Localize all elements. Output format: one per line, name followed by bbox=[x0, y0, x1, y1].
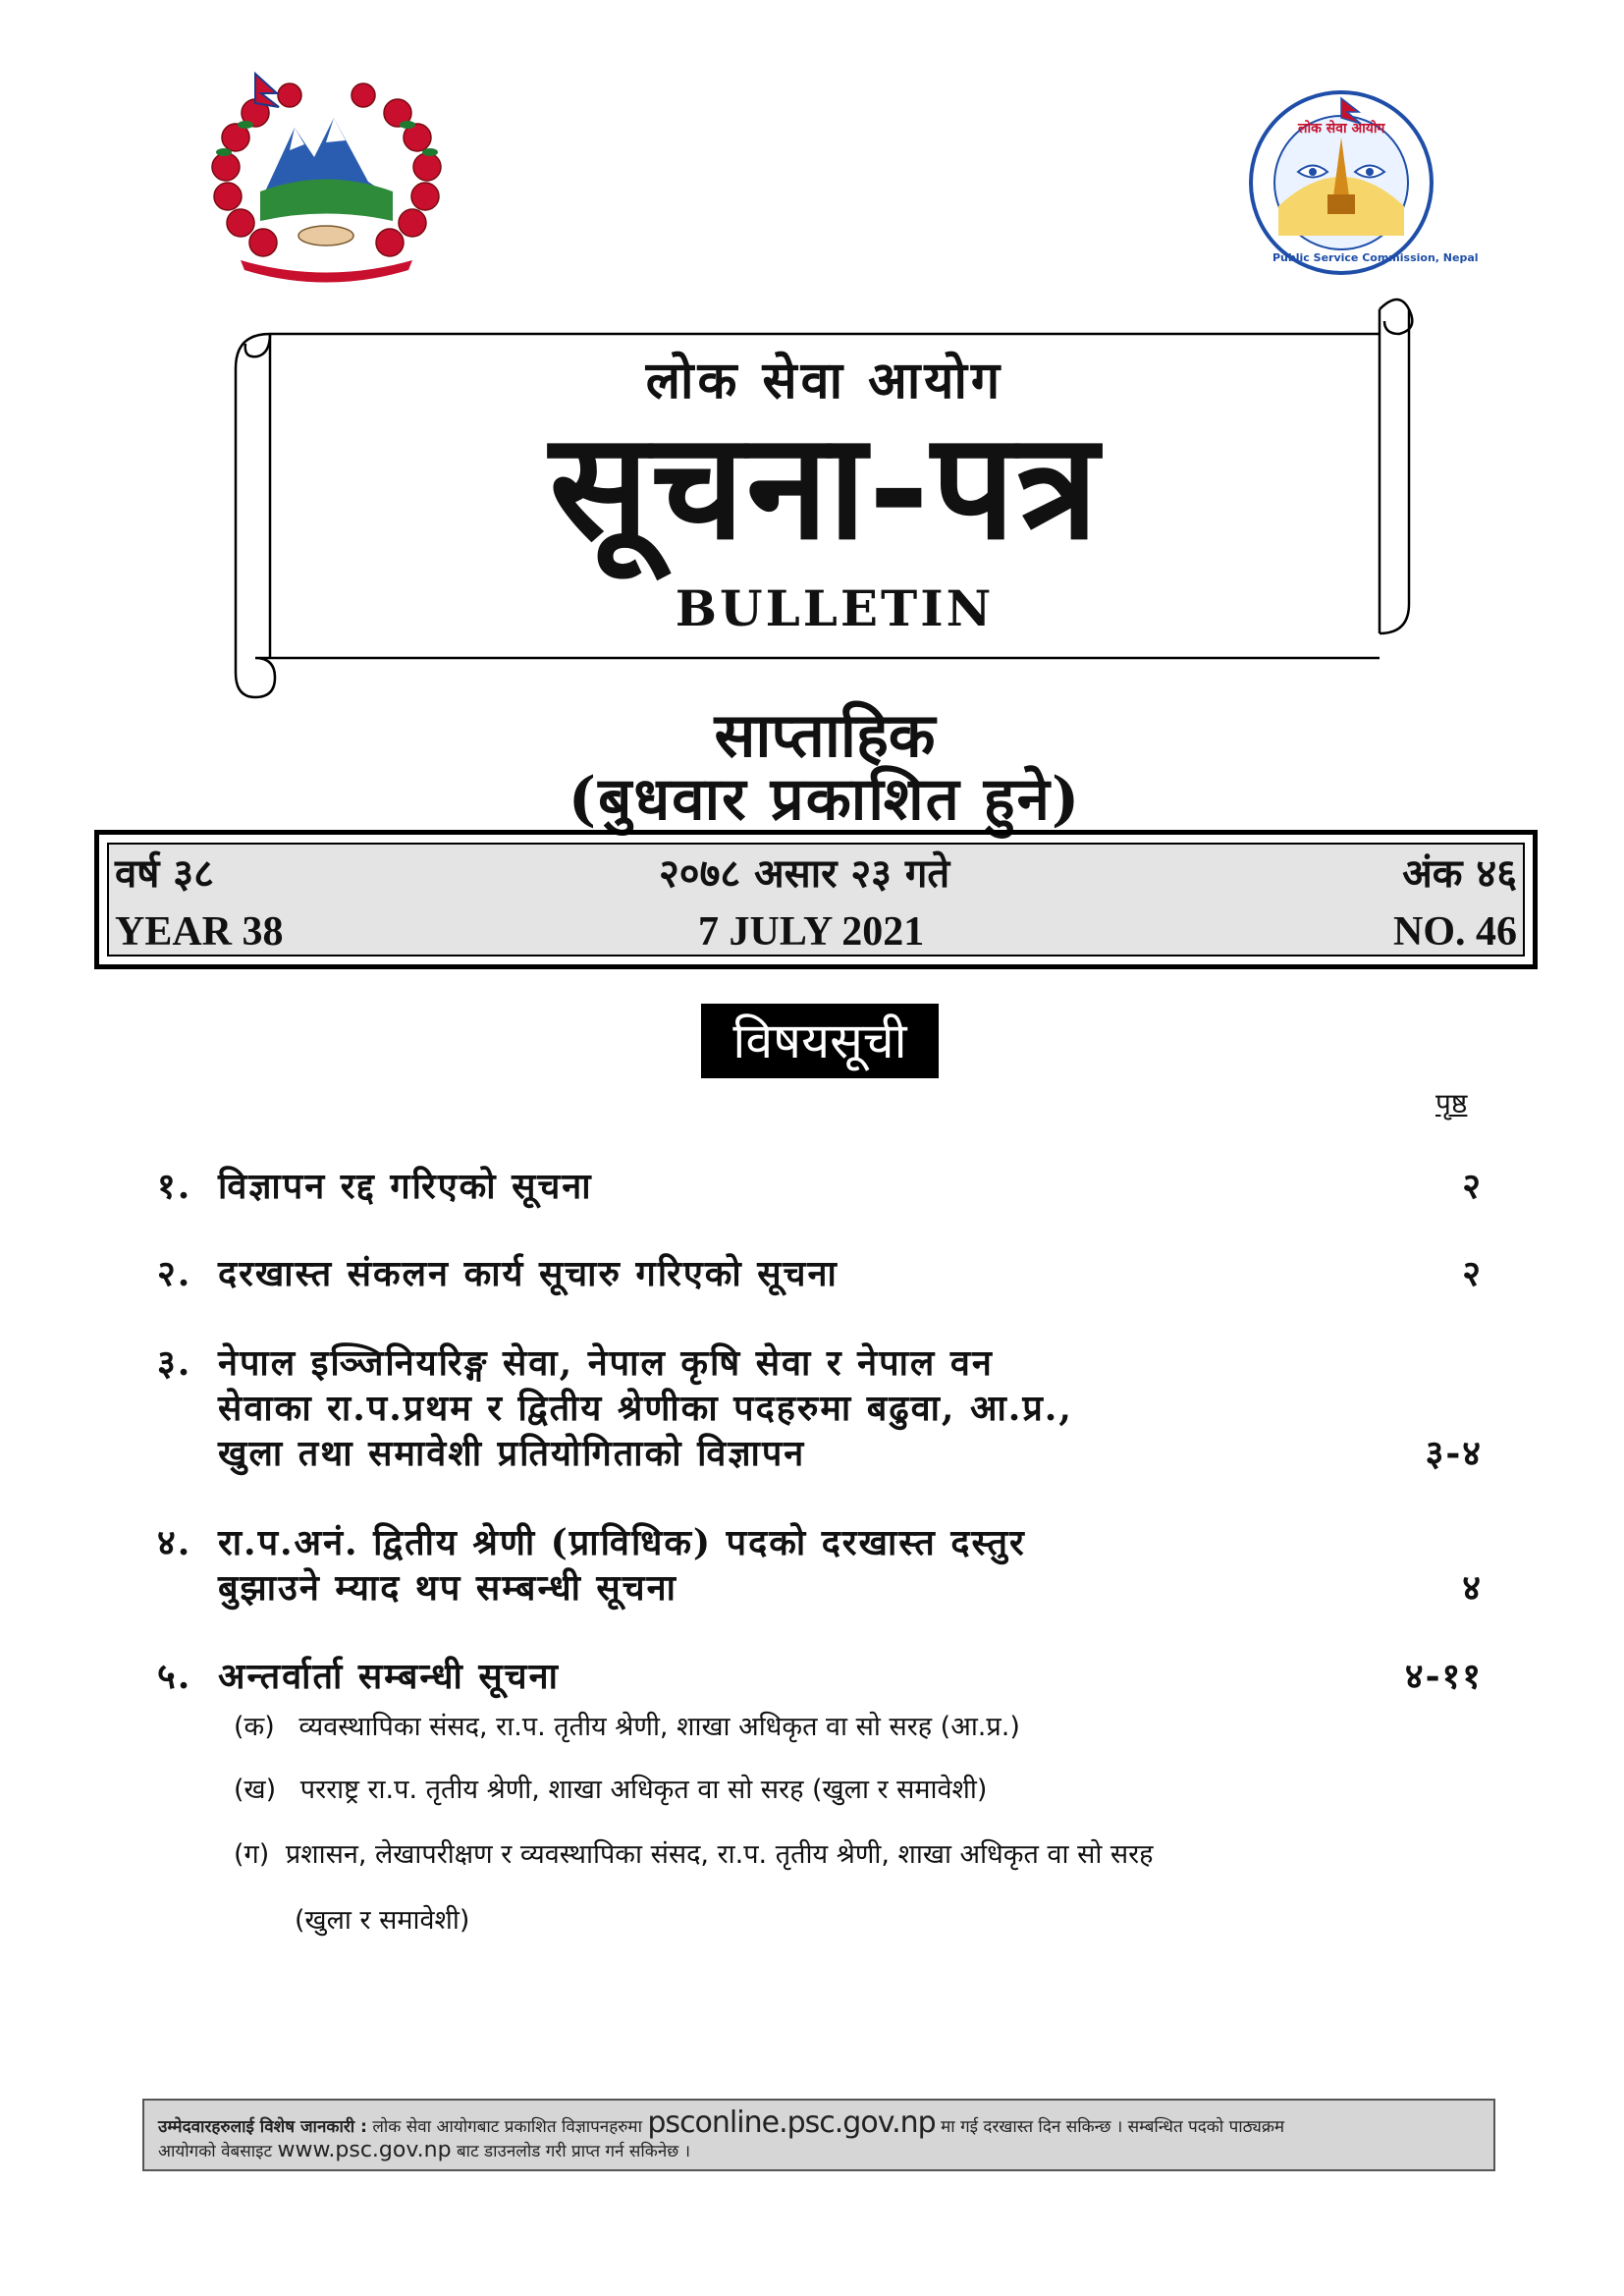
toc-sub-item-label: (ग) bbox=[234, 1839, 270, 1870]
psc-logo-top-text: लोक सेवा आयोग bbox=[1298, 121, 1385, 137]
toc-item-title: विज्ञापन रद्द गरिएको सूचना bbox=[218, 1166, 593, 1207]
notice-text-2: मा गई दरखास्त दिन सकिन्छ । सम्बन्धित पदको पाठ्यक्रम bbox=[941, 2117, 1285, 2137]
toc-item-number: २. bbox=[157, 1253, 192, 1294]
toc-item-number: १. bbox=[157, 1166, 192, 1207]
toc-item-page: ३-४ bbox=[1425, 1433, 1483, 1474]
notice-text-1: लोक सेवा आयोगबाट प्रकाशित विज्ञापनहरुमा bbox=[372, 2117, 642, 2137]
notice-lead: उम्मेदवारहरुलाई विशेष जानकारी : bbox=[158, 2117, 367, 2137]
toc-sub-item-text: प्रशासन, लेखापरीक्षण र व्यवस्थापिका संसद, रा.प. तृतीय श्रेणी, शाखा अधिकृत वा सो सरह bbox=[285, 1839, 1154, 1870]
toc-item-page: ४-११ bbox=[1404, 1656, 1483, 1697]
organization-name: लोक सेवा आयोग bbox=[645, 351, 1004, 410]
masthead-title: सूचना-पत्र bbox=[549, 400, 1101, 573]
toc-sub-item-text: परराष्ट्र रा.प. तृतीय श्रेणी, शाखा अधिकृत वा सो सरह (खुला र समावेशी) bbox=[299, 1775, 988, 1805]
toc-sub-item-continuation: (खुला र समावेशी) bbox=[295, 1905, 470, 1936]
page-column-label: पृष्ठ bbox=[1435, 1087, 1468, 1120]
toc-item-page: ४ bbox=[1462, 1567, 1483, 1609]
date-en: 7 JULY 2021 bbox=[698, 909, 925, 955]
issue-number-en: NO. 46 bbox=[1393, 909, 1517, 955]
contents-heading: विषयसूची bbox=[701, 1004, 939, 1078]
toc-item-title-line: सेवाका रा.प.प्रथम र द्वितीय श्रेणीका पदहरुमा बढुवा, आ.प्र., bbox=[218, 1388, 1073, 1429]
year-np: वर्ष ३८ bbox=[115, 850, 214, 897]
toc-sub-item bbox=[234, 1834, 1154, 1871]
publishing-day-label: (बुधवार प्रकाशित हुने) bbox=[568, 765, 1082, 834]
psc-logo-bottom-text: Public Service Commission, Nepal bbox=[1272, 251, 1479, 264]
bulletin-label: BULLETIN bbox=[675, 579, 995, 637]
toc-item-title-line: रा.प.अनं. द्वितीय श्रेणी (प्राविधिक) पदको दरखास्त दस्तुर bbox=[218, 1522, 1026, 1563]
psc-logo bbox=[1239, 88, 1479, 277]
toc-item-title-line: खुला तथा समावेशी प्रतियोगिताको विज्ञापन bbox=[218, 1433, 806, 1474]
nepal-government-emblem bbox=[196, 74, 457, 285]
date-np: २०७८ असार २३ गते bbox=[659, 850, 950, 897]
toc-item-page: २ bbox=[1462, 1166, 1483, 1207]
frequency-label: साप्ताहिक bbox=[714, 699, 936, 771]
notice-text-3: आयोगको वेबसाइट bbox=[158, 2142, 273, 2161]
notice-text-4: बाट डाउनलोड गरी प्राप्त गर्न सकिनेछ । bbox=[456, 2142, 691, 2161]
psconline-link[interactable]: psconline.psc.gov.np bbox=[647, 2105, 936, 2140]
toc-sub-item-label: (ख) bbox=[234, 1775, 277, 1805]
year-en: YEAR 38 bbox=[115, 909, 284, 955]
toc-item-number: ५. bbox=[157, 1656, 192, 1697]
toc-item-page: २ bbox=[1462, 1253, 1483, 1294]
toc-item-title: दरखास्त संकलन कार्य सूचारु गरिएको सूचना bbox=[218, 1253, 839, 1294]
toc-sub-item-text: व्यवस्थापिका संसद, रा.प. तृतीय श्रेणी, शाखा अधिकृत वा सो सरह (आ.प्र.) bbox=[298, 1712, 1020, 1742]
psc-website-link[interactable]: www.psc.gov.np bbox=[277, 2138, 452, 2162]
toc-item-title-line: नेपाल इञ्जिनियरिङ्ग सेवा, नेपाल कृषि सेवा र नेपाल वन bbox=[218, 1342, 994, 1384]
toc-sub-item-label: (क) bbox=[234, 1712, 275, 1742]
toc-item-title: अन्तर्वार्ता सम्बन्धी सूचना bbox=[218, 1656, 560, 1697]
issue-info-box bbox=[94, 830, 1538, 969]
toc-item-title-line: बुझाउने म्याद थप सम्बन्धी सूचना bbox=[218, 1567, 677, 1609]
toc-sub-item bbox=[234, 1707, 1020, 1743]
issue-number-np: अंक ४६ bbox=[1402, 850, 1517, 897]
candidate-notice bbox=[142, 2099, 1495, 2171]
toc-item-number: ३. bbox=[157, 1342, 192, 1384]
toc-item-number: ४. bbox=[157, 1522, 192, 1563]
toc-sub-item bbox=[234, 1770, 987, 1806]
